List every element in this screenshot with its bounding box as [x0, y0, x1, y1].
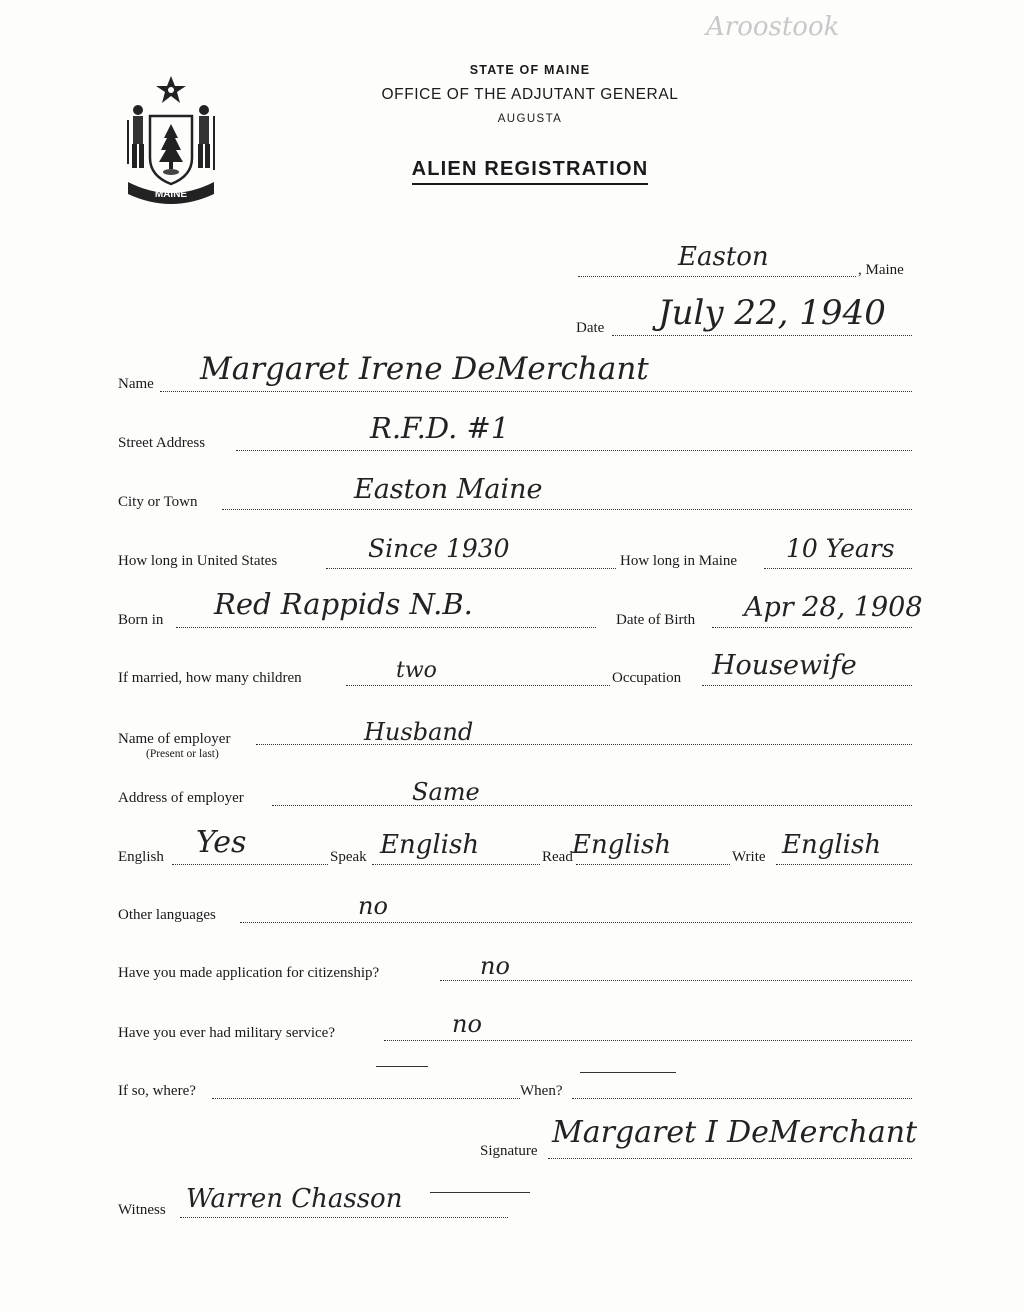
military-value: no: [452, 1010, 482, 1038]
citizenship-value: no: [480, 952, 510, 980]
dob-label: Date of Birth: [616, 612, 696, 628]
occupation-value: Housewife: [712, 650, 857, 681]
witness-label: Witness: [118, 1202, 166, 1218]
street-value: R.F.D. #1: [370, 411, 510, 445]
speak-value: English: [380, 830, 480, 860]
employer-address-label: Address of employer: [118, 790, 244, 806]
read-value: English: [572, 830, 672, 860]
employer-sublabel: (Present or last): [146, 748, 219, 760]
employer-label: Name of employer: [118, 731, 231, 747]
signature-value: Margaret I DeMerchant: [552, 1115, 918, 1150]
seal-banner-text: MAINE: [154, 189, 188, 200]
city-label: City or Town: [118, 494, 198, 510]
english-label: English: [118, 849, 164, 865]
city-value: Easton Maine: [354, 474, 543, 505]
page-title: ALIEN REGISTRATION: [18, 158, 1024, 181]
witness-value: Warren Chasson: [186, 1184, 403, 1214]
office-heading: OFFICE OF THE ADJUTANT GENERAL: [381, 86, 679, 103]
signature-label: Signature: [480, 1143, 538, 1159]
employer-address-value: Same: [412, 778, 480, 806]
other-languages-label: Other languages: [118, 907, 216, 923]
military-label: Have you ever had military service?: [118, 1025, 335, 1041]
dob-value: Apr 28, 1908: [744, 592, 923, 623]
place-label: , Maine: [858, 262, 904, 278]
name-label: Name: [118, 376, 154, 392]
us-duration-label: How long in United States: [118, 553, 278, 569]
maine-duration-value: 10 Years: [786, 534, 895, 563]
city-heading: AUGUSTA: [497, 113, 563, 125]
date-value: July 22, 1940: [658, 293, 886, 333]
write-value: English: [782, 830, 882, 860]
other-languages-value: no: [358, 892, 388, 920]
born-label: Born in: [118, 612, 164, 628]
place-value: Easton: [678, 242, 769, 272]
children-value: two: [396, 658, 437, 683]
speak-label: Speak: [330, 849, 367, 865]
state-heading: STATE OF MAINE: [469, 63, 591, 77]
date-label: Date: [576, 320, 605, 336]
born-value: Red Rappids N.B.: [214, 587, 473, 621]
children-label: If married, how many children: [118, 670, 302, 686]
citizenship-label: Have you made application for citizenship?: [118, 965, 380, 981]
occupation-label: Occupation: [612, 670, 682, 686]
where-label: If so, where?: [118, 1083, 196, 1099]
write-label: Write: [732, 849, 766, 865]
employer-value: Husband: [364, 718, 474, 746]
english-value: Yes: [196, 825, 247, 860]
name-value: Margaret Irene DeMerchant: [200, 351, 649, 387]
read-label: Read: [542, 849, 573, 865]
corner-note: Aroostook: [706, 12, 840, 42]
maine-duration-label: How long in Maine: [620, 553, 738, 569]
street-label: Street Address: [118, 435, 206, 451]
when-label: When?: [520, 1083, 563, 1099]
us-duration-value: Since 1930: [368, 534, 510, 563]
